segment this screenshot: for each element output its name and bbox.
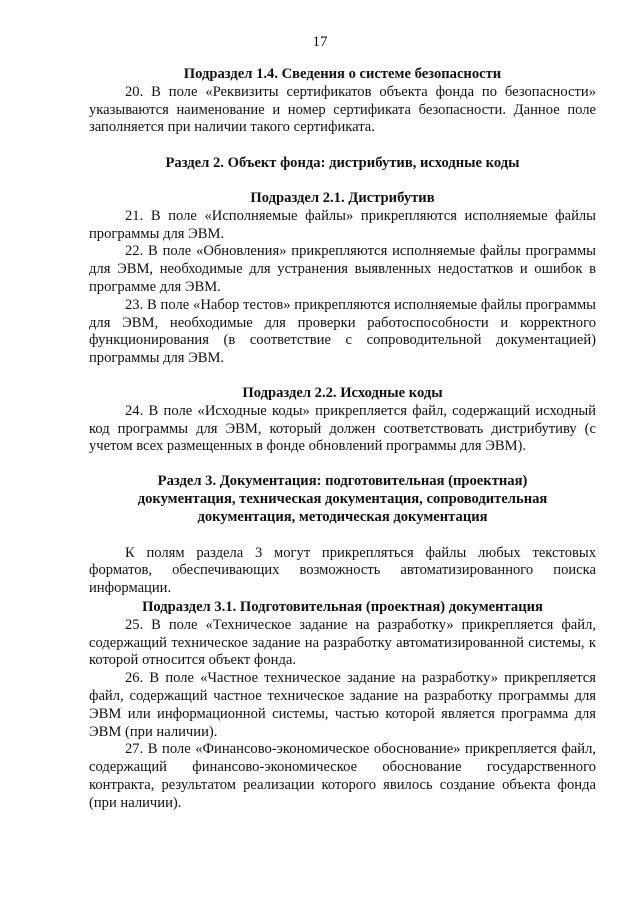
section-3-heading-line: документация, техническая документация, сопроводительная: [137, 490, 548, 507]
paragraph-23: 23. В поле «Набор тестов» прикрепляются исполняемые файлы программы для ЭВМ, необходимые для проверки работоспособности и корректного функционирования (в соответствие с сопроводительной документацией) программы для ЭВМ.: [89, 296, 596, 367]
page-number: 17: [312, 34, 328, 50]
paragraph-27: 27. В поле «Финансово-экономическое обоснование» прикрепляется файл, содержащий финансово-экономическое обоснование государственного контракта, результатом реализации которого явилось создание объекта фонда (при наличии).: [89, 741, 596, 811]
section-3-intro: К полям раздела 3 могут прикрепляться файлы любых текстовых форматов, обеспечивающих возможность автоматизированного поиска информации.: [89, 544, 596, 597]
paragraph-21: 21. В поле «Исполняемые файлы» прикрепляются исполняемые файлы программы для ЭВМ.: [89, 207, 596, 242]
paragraph-24: 24. В поле «Исходные коды» прикрепляется файл, содержащий исходный код программы для ЭВМ, который должен соответствовать дистрибутиву (с учетом всех размещенных в фонде обновлений программы для ЭВМ).: [89, 402, 596, 455]
subsection-1-4-heading: Подраздел 1.4. Сведения о системе безопасности: [183, 66, 502, 82]
paragraph-22: 22. В поле «Обновления» прикрепляются исполняемые файлы программы для ЭВМ, необходимые для устранения выявленных недостатков и ошибок в программе для ЭВМ.: [89, 243, 596, 295]
section-2-heading: Раздел 2. Объект фонда: дистрибутив, исходные коды: [165, 155, 520, 172]
section-3-heading-line: документация, методическая документация: [197, 508, 488, 525]
section-3-heading: [89, 473, 596, 526]
section-3-heading-line: Раздел 3. Документация: подготовительная (проектная): [157, 473, 528, 490]
subsection-2-2-heading: Подраздел 2.2. Исходные коды: [242, 384, 443, 401]
paragraph-26: 26. В поле «Частное техническое задание на разработку» прикрепляется файл, содержащий частное техническое задание на разработку программы для ЭВМ или информационной системы, частью которой является программа для ЭВМ (при наличии).: [89, 670, 596, 740]
paragraph-20: 20. В поле «Реквизиты сертификатов объекта фонда по безопасности» указываются наименование и номер сертификата безопасности. Данное поле заполняется при наличии такого сертификата.: [89, 83, 596, 136]
page-content: [89, 66, 596, 812]
paragraph-25: 25. В поле «Техническое задание на разработку» прикрепляется файл, содержащий техническое задание на разработку автоматизированной системы, к которой относится объект фонда.: [89, 616, 596, 669]
subsection-3-1-heading: Подраздел 3.1. Подготовительная (проектная) документация: [142, 598, 543, 615]
subsection-2-1-heading: Подраздел 2.1. Дистрибутив: [250, 189, 435, 206]
